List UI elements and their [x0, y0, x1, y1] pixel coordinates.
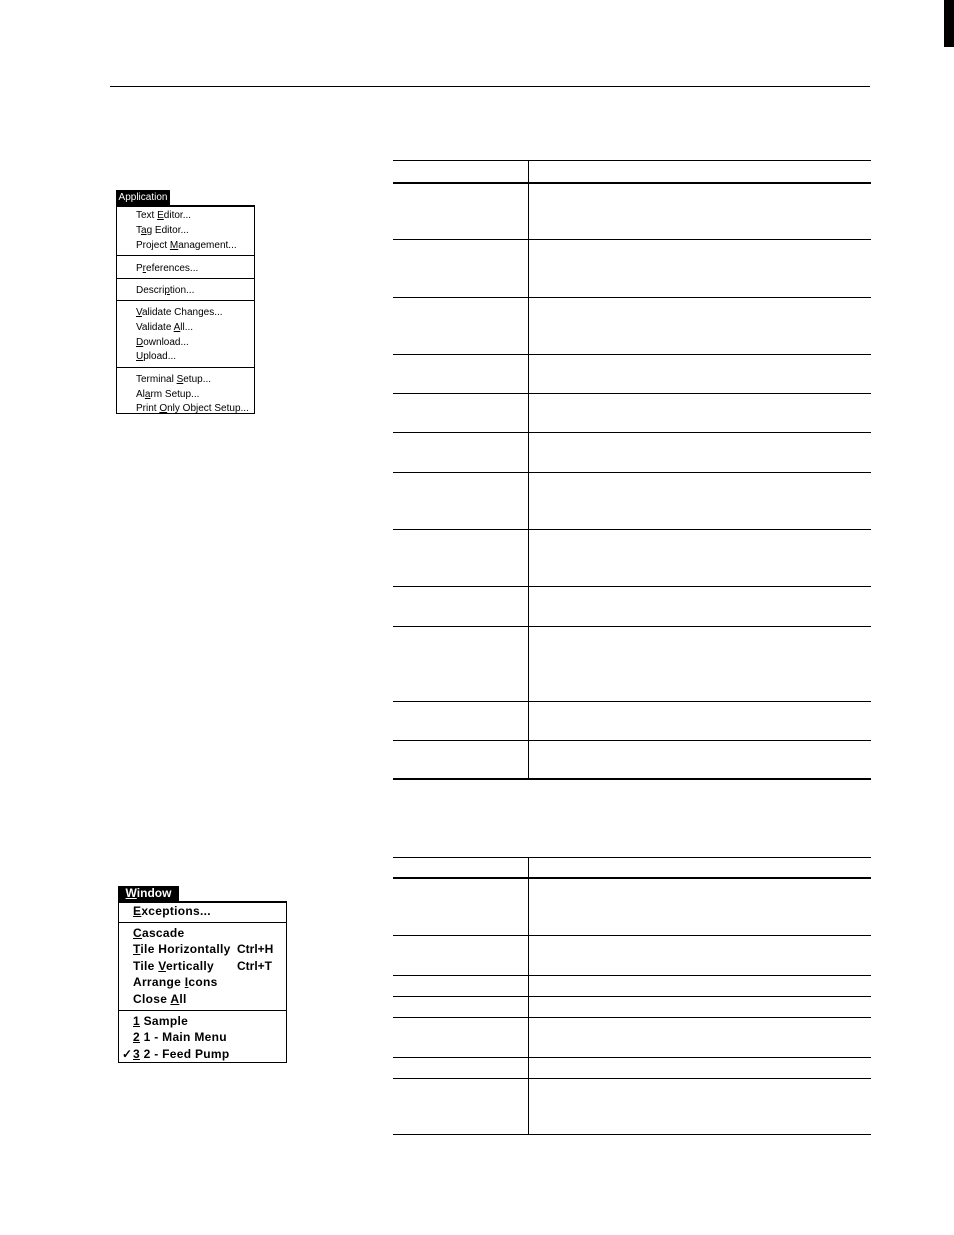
menu-separator — [119, 922, 286, 923]
menu-separator — [119, 1010, 286, 1011]
table-row-rule — [393, 529, 871, 530]
menu-item-description[interactable]: Description... — [136, 285, 195, 296]
menu-item-project-management[interactable]: Project Management... — [136, 240, 237, 251]
menu-item-window-1-sample[interactable]: 1 Sample — [133, 1014, 189, 1028]
menu-separator — [117, 300, 254, 301]
page-edge-tab — [944, 0, 954, 47]
header-rule — [110, 86, 870, 87]
table-row-rule — [393, 626, 871, 627]
menu-separator — [117, 367, 254, 368]
shortcut-ctrl-t: Ctrl+T — [237, 959, 273, 973]
window-menu-dropdown — [118, 901, 287, 1063]
menu-item-validate-changes[interactable]: Validate Changes... — [136, 307, 223, 318]
table-header-rule — [393, 182, 871, 184]
menu-item-terminal-setup[interactable]: Terminal Setup... — [136, 374, 212, 385]
menu-item-validate-all[interactable]: Validate All... — [136, 322, 194, 333]
table-row-rule — [393, 1017, 871, 1018]
menu-item-preferences[interactable]: Preferences... — [136, 263, 199, 274]
application-menu-table — [393, 160, 871, 780]
table-row-rule — [393, 432, 871, 433]
table-rule — [393, 857, 871, 858]
window-menu-title[interactable]: Window — [118, 886, 179, 901]
menu-item-window-2-main-menu[interactable]: 2 1 - Main Menu — [133, 1030, 227, 1044]
window-menu-table — [393, 857, 871, 1137]
menu-item-exceptions[interactable]: Exceptions... — [133, 904, 211, 918]
table-row-rule — [393, 472, 871, 473]
table-row-rule — [393, 740, 871, 741]
table-column-divider — [528, 857, 529, 1134]
table-row-rule — [393, 586, 871, 587]
menu-separator — [117, 278, 254, 279]
menu-item-cascade[interactable]: Cascade — [133, 926, 185, 940]
menu-item-close-all[interactable]: Close All — [133, 992, 187, 1006]
menu-item-tag-editor[interactable]: Tag Editor... — [136, 225, 189, 236]
table-header-rule — [393, 877, 871, 879]
table-bottom-rule — [393, 778, 871, 780]
menu-item-download[interactable]: Download... — [136, 337, 189, 348]
table-row-rule — [393, 297, 871, 298]
menu-item-print-only-object-setup[interactable]: Print Only Object Setup... — [136, 403, 249, 414]
menu-item-text-editor[interactable]: Text Editor... — [136, 210, 192, 221]
table-rule — [393, 160, 871, 161]
table-row-rule — [393, 701, 871, 702]
table-row-rule — [393, 239, 871, 240]
table-row-rule — [393, 1057, 871, 1058]
table-row-rule — [393, 354, 871, 355]
menu-item-arrange-icons[interactable]: Arrange Icons — [133, 975, 218, 989]
application-menu-dropdown — [116, 205, 255, 414]
table-row-rule — [393, 996, 871, 997]
menu-item-tile-horizontally[interactable]: Tile Horizontally — [133, 942, 231, 956]
menu-item-alarm-setup[interactable]: Alarm Setup... — [136, 389, 200, 400]
table-column-divider — [528, 160, 529, 778]
checkmark-icon: ✓ — [122, 1047, 133, 1061]
menu-item-window-3-feed-pump[interactable]: 3 2 - Feed Pump — [133, 1047, 230, 1061]
menu-item-upload[interactable]: Upload... — [136, 351, 177, 362]
table-row-rule — [393, 935, 871, 936]
table-row-rule — [393, 1078, 871, 1079]
table-bottom-rule — [393, 1134, 871, 1135]
table-row-rule — [393, 975, 871, 976]
application-menu-title[interactable]: Application — [116, 190, 170, 205]
menu-separator — [117, 255, 254, 256]
menu-item-tile-vertically[interactable]: Tile Vertically — [133, 959, 215, 973]
shortcut-ctrl-h: Ctrl+H — [237, 942, 274, 956]
table-row-rule — [393, 393, 871, 394]
